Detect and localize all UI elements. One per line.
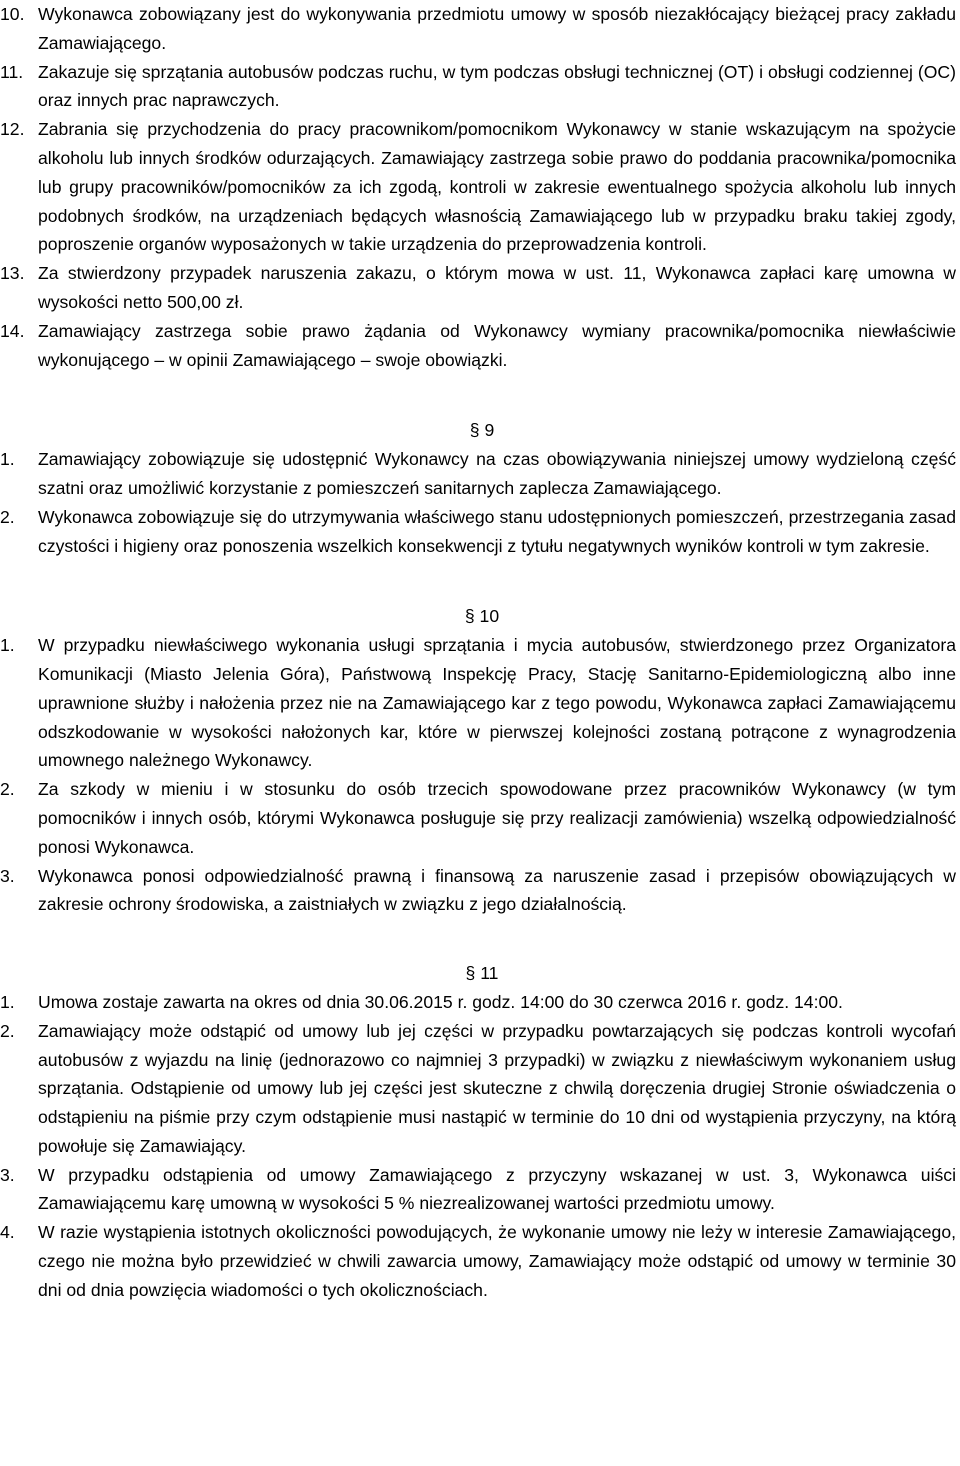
item-text: Wykonawca zobowiązany jest do wykonywania przedmiotu umowy w sposób niezakłócający bieżącej pracy zakładu Zamawiającego.: [38, 4, 956, 53]
item-text: Wykonawca zobowiązuje się do utrzymywania właściwego stanu udostępnionych pomieszczeń, przestrzegania zasad czystości i higieny oraz ponoszenia wszelkich konsekwencji z tytułu negatywnych wyników kontroli w tym zakresie.: [38, 506, 956, 556]
section-sign: §: [469, 420, 480, 441]
section-9-list: [0, 445, 956, 560]
item-text: Za stwierdzony przypadek naruszenia zakazu, o którym mowa w ust. 11, Wykonawca zapłaci karę umowna w wysokości netto 500,00 zł.: [38, 263, 956, 312]
item-text: W przypadku niewłaściwego wykonania usługi sprzątania i mycia autobusów, stwierdzonego przez Organizatora Komunikacji (Miasto Jelenia Góra), Państwową Inspekcję Pracy, Stację Sanitarno-Epidemiologiczną albo inne uprawnione służby i nałożenia przez nie na Zamawiającego kar z tego powodu, Wykonawca zapłaci Zamawiającemu odszkodowanie w wysokości nałożonych kar, które w pierwszej kolejności zostaną potrącone z wynagrodzenia umownego należnego Wykonawcy.: [38, 635, 956, 771]
spacer: [0, 560, 956, 602]
paragraph-list-continued: [0, 0, 956, 374]
item-number: 1.: [0, 991, 15, 1012]
section-heading-9: [0, 416, 956, 445]
section-10-list: [0, 631, 956, 919]
list-item: [0, 115, 956, 259]
list-item: [0, 1161, 956, 1219]
item-text: Zabrania się przychodzenia do pracy pracownikom/pomocnikom Wykonawcy w stanie wskazującym na spożycie alkoholu lub innych środków odurzających. Zamawiający zastrzega sobie prawo do poddania pracownika/pomocnika lub grupy pracowników/pomocników za ich zgodą, kontroli w zakresie ewentualnego spożycia alkoholu lub innych podobnych środków, na urządzeniach będących własnością Zamawiającego lub w przypadku braku takiej zgody, poproszenie organów wyposażonych w takie urządzenia do przeprowadzenia kontroli.: [38, 119, 956, 255]
list-item: [0, 317, 956, 375]
spacer: [0, 374, 956, 416]
item-number: 2.: [0, 1020, 15, 1041]
item-text: Wykonawca ponosi odpowiedzialność prawną i finansową za naruszenie zasad i przepisów obowiązujących w zakresie ochrony środowiska, a zaistniałych w związku z jego działalnością.: [38, 865, 956, 915]
item-number: 2.: [0, 779, 15, 800]
item-text: Zamawiający może odstąpić od umowy lub jej części w przypadku powtarzających się podczas kontroli wycofań autobusów z wyjazdu na linię (jednorazowo co najmniej 3 przypadki) w związku z niewłaściwym wykonaniem usług sprzątania. Odstąpienie od umowy lub jej części jest skuteczne z chwilą doręczenia drugiej Stronie oświadczenia o odstąpieniu na piśmie przy czym odstąpienie musi nastąpić w terminie do 10 dni od wystąpienia przyczyny, na którą powołuje się Zamawiający.: [38, 1020, 956, 1156]
section-sign: §: [465, 963, 476, 984]
item-text: Zakazuje się sprzątania autobusów podczas ruchu, w tym podczas obsługi technicznej (OT) i obsługi codziennej (OC) oraz innych prac naprawczych.: [38, 61, 956, 111]
item-text: Umowa zostaje zawarta na okres od dnia 30.06.2015 r. godz. 14:00 do 30 czerwca 2016 r. godz. 14:00.: [38, 991, 843, 1012]
item-number: 3.: [0, 1164, 15, 1185]
item-number: 4.: [0, 1222, 15, 1243]
item-number: 3.: [0, 865, 15, 886]
list-item: [0, 0, 956, 58]
list-item: [0, 259, 956, 317]
section-heading-11: [0, 959, 956, 988]
item-text: Zamawiający zobowiązuje się udostępnić Wykonawcy na czas obowiązywania niniejszej umowy wydzieloną część szatni oraz umożliwić korzystanie z pomieszczeń sanitarnych zaplecza Zamawiającego.: [38, 449, 956, 498]
item-number: 14.: [0, 320, 25, 341]
list-item: [0, 503, 956, 561]
item-text: Zamawiający zastrzega sobie prawo żądania od Wykonawcy wymiany pracownika/pomocnika niewłaściwie wykonującego – w opinii Zamawiającego – swoje obowiązki.: [38, 320, 956, 370]
section-heading-10: [0, 602, 956, 631]
list-item: [0, 58, 956, 116]
list-item: [0, 1017, 956, 1161]
section-sign: §: [464, 606, 475, 627]
list-item: [0, 631, 956, 775]
item-number: 11.: [0, 61, 24, 82]
item-text: Za szkody w mieniu i w stosunku do osób trzecich spowodowane przez pracowników Wykonawcy (w tym pomocników i innych osób, którymi Wykonawca posługuje się przy realizacji zamówienia) wszelką odpowiedzialność ponosi Wykonawca.: [38, 779, 956, 857]
section-11-list: [0, 988, 956, 1305]
item-number: 10.: [0, 4, 25, 24]
item-number: 2.: [0, 506, 15, 527]
item-number: 1.: [0, 635, 15, 656]
spacer: [0, 919, 956, 959]
item-text: W razie wystąpienia istotnych okoliczności powodujących, że wykonanie umowy nie leży w interesie Zamawiającego, czego nie można było przewidzieć w chwili zawarcia umowy, Zamawiający może odstąpić od umowy w terminie 30 dni od dnia powzięcia wiadomości o tych okolicznościach.: [38, 1222, 956, 1300]
section-number: 11: [480, 963, 499, 984]
list-item: [0, 862, 956, 920]
list-item: [0, 988, 956, 1017]
list-item: [0, 1218, 956, 1304]
item-number: 13.: [0, 263, 25, 284]
item-number: 1.: [0, 449, 15, 470]
item-number: 12.: [0, 119, 25, 140]
list-item: [0, 775, 956, 861]
list-item: [0, 445, 956, 503]
item-text: W przypadku odstąpienia od umowy Zamawiającego z przyczyny wskazanej w ust. 3, Wykonawca uiści Zamawiającemu karę umowną w wysokości 5 % niezrealizowanej wartości przedmiotu umowy.: [38, 1164, 956, 1214]
section-number: 9: [484, 420, 495, 441]
section-number: 10: [479, 606, 500, 627]
